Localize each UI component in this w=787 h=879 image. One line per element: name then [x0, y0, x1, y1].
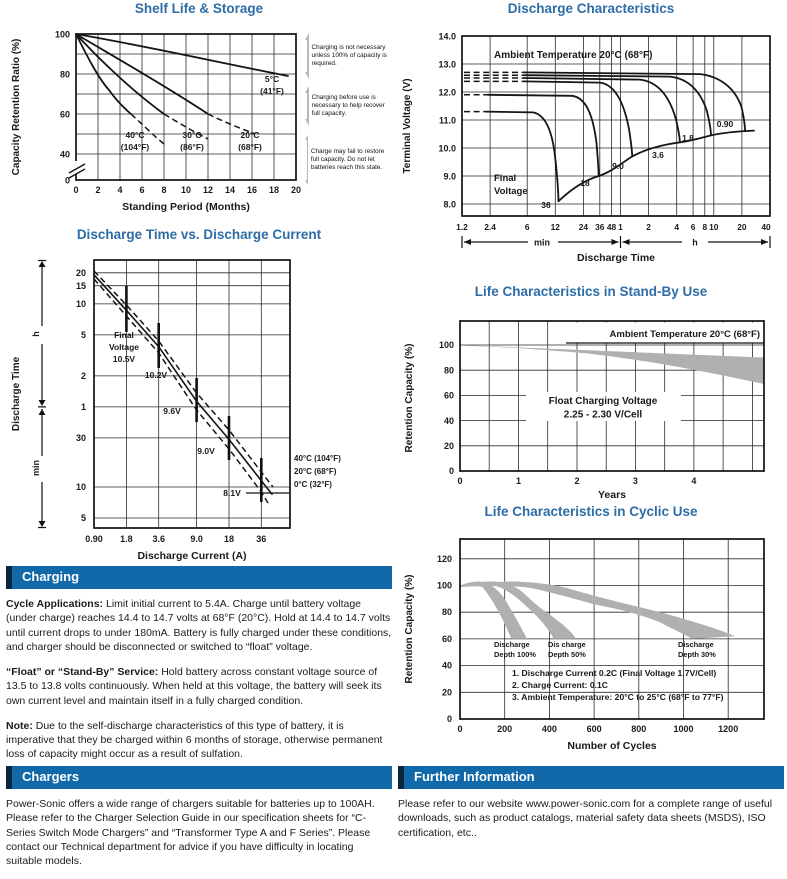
- tick: 600: [586, 724, 602, 734]
- x-axis-label: Number of Cycles: [567, 740, 657, 752]
- curve-label: 20°C: [240, 130, 260, 140]
- tick: 24: [578, 222, 589, 232]
- band-label: Discharge: [678, 640, 714, 649]
- zone-note: [304, 32, 392, 80]
- further-information-body: [398, 797, 784, 840]
- condition-notes: [512, 668, 724, 702]
- tick: 80: [441, 607, 452, 618]
- tick: 60: [59, 109, 70, 120]
- double-arrow-icon: [304, 32, 309, 80]
- tick: 4: [691, 476, 697, 486]
- zone-note-text: Charging is not necessary unless 100% of capacity is required.: [311, 44, 387, 67]
- x-axis-ticks: [457, 724, 738, 734]
- paragraph-lead: Cycle Applications:: [6, 598, 104, 610]
- tick: 48: [606, 222, 617, 232]
- tick: 8.0: [443, 199, 456, 210]
- y-axis-label: Retention Capacity (%): [404, 343, 415, 453]
- ambient-annotation: Ambient Temperature 20°C (68°F): [494, 50, 653, 61]
- tick: 5: [80, 330, 86, 340]
- tick: 20: [737, 222, 747, 232]
- chart-life-stand-by: [398, 283, 784, 506]
- x-axis-label: Discharge Time: [576, 252, 656, 264]
- tick: 20: [443, 441, 454, 451]
- tick: 10: [75, 299, 86, 309]
- mark-label: 10.2V: [144, 370, 168, 380]
- discharge-time-plot: [6, 246, 390, 564]
- chart-shelf-life-storage: [6, 0, 392, 220]
- tick: 400: [541, 724, 557, 734]
- cyclic-use-plot: [398, 523, 782, 758]
- further-information-header: [398, 766, 784, 789]
- y-axis-ticks: [76, 268, 86, 523]
- tick: 14: [224, 185, 236, 195]
- tick: 30: [75, 433, 86, 443]
- tick: 100: [438, 340, 454, 351]
- final-voltage-line2: Voltage: [494, 186, 528, 197]
- tick: 0: [73, 185, 79, 195]
- note: 3. Ambient Temperature: 20°C to 25°C (68°F to 77°F): [512, 692, 724, 702]
- ambient-annotation-box: [566, 323, 764, 344]
- temperature-lines: [94, 271, 273, 503]
- tick: 10: [709, 222, 719, 232]
- tick: 40: [59, 149, 70, 160]
- x-axis-ticks: [73, 185, 301, 195]
- tick: 1: [515, 476, 522, 486]
- tick: 10: [180, 185, 192, 195]
- zone-note: [304, 85, 392, 127]
- tick: 0: [457, 724, 463, 734]
- tick: 2: [80, 371, 86, 381]
- tick: 100: [54, 29, 70, 40]
- curve-label: 5°C: [264, 74, 280, 84]
- curve-label: (68°F): [238, 142, 262, 152]
- section-heading: Chargers: [22, 769, 80, 784]
- paragraph-text: Limit initial current to 5.4A. Charge until battery voltage (under charge) reaches 14.4 to 14.7 volts at 68°F (20°C). Hold at 14.4 to 14.7 volts until current drops to under 180mA. Battery is fully charged under these conditions, and charger should be disconnected or switched to “float” voltage.: [6, 598, 392, 653]
- tick: 80: [59, 69, 70, 80]
- curve-label: 30°C: [182, 130, 202, 140]
- tick: 12.0: [438, 87, 456, 98]
- band-label: Dis charge: [548, 640, 586, 649]
- band-label: Depth 30%: [678, 650, 716, 659]
- tick: 4: [674, 222, 680, 232]
- tick: 40: [761, 222, 771, 232]
- chart-discharge-characteristics: [398, 0, 784, 271]
- y-axis-label: Retention Capacity (%): [404, 574, 415, 684]
- unit-min-label: min: [533, 237, 551, 248]
- double-arrow-icon: [304, 85, 309, 127]
- curve-label: 0.90: [716, 119, 734, 129]
- tick: 16: [246, 185, 258, 195]
- legend-item: 40°C (104°F): [294, 454, 341, 463]
- tick: 1.2: [456, 222, 468, 232]
- mark-label: 10.5V: [112, 354, 136, 364]
- chart-title: Discharge Characteristics: [507, 1, 675, 16]
- x-axis-ticks: [85, 534, 266, 544]
- tick: 60: [441, 633, 452, 644]
- y-axis-ticks: [438, 32, 456, 210]
- charging-section: [6, 566, 392, 773]
- depth-bands: [460, 581, 735, 638]
- tick: 8: [702, 222, 708, 232]
- zone-note-text: Charging before use is necessary to help recover full capacity.: [311, 94, 385, 117]
- tick: 6: [690, 222, 696, 232]
- tick: 15: [75, 281, 86, 291]
- retention-curves: [76, 34, 288, 144]
- tick: 2: [646, 222, 651, 232]
- final-voltage-label: [494, 173, 528, 197]
- zone-note: [304, 132, 392, 188]
- tick: 9.0: [190, 534, 203, 544]
- unit-min-label: min: [31, 459, 41, 477]
- y-axis-label: Terminal Voltage (V): [402, 78, 413, 174]
- tick: 20: [75, 268, 86, 278]
- curve-label: (86°F): [180, 142, 204, 152]
- double-arrow-icon: [304, 132, 308, 188]
- section-heading: Further Information: [414, 769, 535, 784]
- tick: 8: [161, 185, 167, 195]
- tick: 80: [443, 365, 454, 376]
- curve-label: (104°F): [120, 142, 150, 152]
- x-axis-ticks: [456, 222, 771, 232]
- tick: 800: [631, 724, 647, 734]
- tick: 2.4: [484, 222, 496, 232]
- tick: 13.0: [438, 59, 456, 70]
- tick: 0: [457, 476, 463, 486]
- tick: 60: [443, 390, 454, 401]
- stand-by-plot: [398, 303, 782, 501]
- paragraph-lead: “Float” or “Stand-By” Service:: [6, 666, 159, 679]
- tick: 0: [446, 714, 452, 725]
- axis-break-icon: [69, 161, 85, 178]
- x-axis-label: Years: [597, 489, 627, 501]
- tick: 1200: [718, 724, 739, 734]
- tick: 40: [443, 415, 454, 426]
- chargers-section: [6, 766, 392, 879]
- tick: 3: [632, 476, 638, 486]
- tick: 10.0: [438, 143, 456, 154]
- note: 1. Discharge Current 0.2C (Final Voltage 1.7V/Cell): [512, 668, 717, 678]
- mark-label: Voltage: [108, 342, 140, 352]
- tick: 12: [202, 185, 214, 195]
- chargers-section-body: [6, 797, 392, 868]
- chart-life-cyclic: [398, 503, 784, 763]
- tick: 20: [441, 687, 452, 698]
- tick: 36: [595, 222, 605, 232]
- ambient-annotation: Ambient Temperature 20°C (68°F): [609, 329, 760, 340]
- tick: 0: [448, 466, 454, 477]
- chart-title: Life Characteristics in Cyclic Use: [484, 504, 698, 519]
- tick: 36: [256, 534, 267, 544]
- zone-note-text: Charge may fail to restore full capacity. Do not let batteries reach this state.: [310, 148, 385, 171]
- band-label: Depth 50%: [548, 650, 586, 659]
- tick: 4: [117, 185, 123, 195]
- mark-label: 9.6V: [163, 406, 181, 416]
- tick: 6: [139, 185, 145, 195]
- tick: 1: [618, 222, 623, 232]
- paragraph: Please refer to our website www.power-sonic.com for a complete range of useful downloads, such as product catalogs, material safety data sheets (MSDS), ISO certification, etc..: [398, 798, 773, 839]
- float-voltage-line1: Float Charging Voltage: [548, 396, 658, 407]
- chart-title: Life Characteristics in Stand-By Use: [474, 284, 708, 299]
- mark-label: 9.0V: [197, 446, 215, 456]
- x-axis-label: Standing Period (Months): [122, 201, 250, 213]
- chart-discharge-time-vs-current: [6, 226, 392, 569]
- curve-label: 1.8: [682, 133, 694, 143]
- legend: [294, 454, 341, 489]
- x-axis-ticks: [457, 476, 696, 486]
- y-axis-label: Discharge Time: [11, 356, 22, 432]
- tick: 2: [95, 185, 101, 195]
- tick: 100: [436, 580, 452, 591]
- band-labels: [494, 640, 716, 659]
- curve-label: 40°C: [125, 130, 145, 140]
- paragraph-text: Hold battery across constant voltage source of 13.5 to 13.8 volts continuously. When held at this voltage, the battery will seek its own current level and maintain itself in a fully charged condition.: [6, 666, 382, 707]
- tick: 1.8: [120, 534, 133, 544]
- mark-label: Final: [114, 330, 134, 340]
- final-voltage-line1: Final: [494, 173, 517, 184]
- note: 2. Charge Current: 0.1C: [512, 680, 608, 690]
- charging-section-header: [6, 566, 392, 589]
- shelf-life-plot: [6, 20, 304, 220]
- mark-labels: [109, 330, 241, 498]
- curve-labels: [121, 74, 284, 152]
- paragraph: [6, 719, 392, 762]
- tick: 12: [550, 222, 560, 232]
- paragraph: Power-Sonic offers a wide range of chargers suitable for batteries up to 100AH. Please refer to the Charger Selection Guide in our specification sheets for “C-Series Switch Mode Chargers” and “Transformer Type A and F Series”. Please contact our Technical department for advice if you have difficulty in locating suitable models.: [6, 798, 375, 868]
- tick: 0: [64, 175, 70, 186]
- band-label: Depth 100%: [494, 650, 536, 659]
- tick: 120: [436, 553, 452, 564]
- tick: 18: [223, 534, 235, 544]
- mark-label: 8.1V: [223, 488, 241, 498]
- charging-section-body: [6, 597, 392, 762]
- legend-item: 20°C (68°F): [294, 467, 337, 476]
- y-axis-ticks: [55, 30, 70, 186]
- tick: 9.0: [443, 171, 456, 182]
- left-column: [6, 0, 392, 868]
- paragraph-lead: Note:: [6, 719, 33, 732]
- curve-label: 3.6: [652, 150, 664, 160]
- tick: 2: [574, 476, 580, 486]
- y-axis-label: Capacity Retention Ratio (%): [11, 38, 22, 176]
- y-axis-ticks: [437, 554, 452, 724]
- tick: 18: [268, 185, 280, 195]
- chart-title: Shelf Life & Storage: [134, 1, 264, 16]
- float-voltage-label: [526, 392, 681, 421]
- tick: 11.0: [438, 115, 456, 126]
- x-axis-label: Discharge Current (A): [137, 550, 247, 562]
- tick: 1: [80, 402, 86, 412]
- further-information-section: [398, 766, 784, 851]
- legend-item: 0°C (32°F): [294, 480, 332, 489]
- tick: 5: [80, 513, 86, 523]
- curve-label: 18: [580, 178, 590, 188]
- tick: 200: [497, 724, 513, 734]
- unit-h-label: h: [31, 331, 41, 337]
- tick: 6: [524, 222, 530, 232]
- tick: 40: [441, 660, 452, 671]
- tick: 1000: [673, 724, 694, 734]
- tick: 20: [290, 185, 302, 195]
- chargers-section-header: [6, 766, 392, 789]
- paragraph-text: Due to the self-discharge characteristics of this type of battery, it is imperative that they be charged within 6 months of storage, otherwise permanent loss of capacity might occur as a result of sulfation.: [6, 719, 383, 761]
- tick: 3.6: [152, 534, 165, 544]
- unit-h-label: h: [692, 237, 698, 248]
- discharge-characteristics-plot: [398, 20, 782, 266]
- paragraph: [6, 597, 392, 654]
- curve-label: 9.0: [612, 161, 624, 171]
- tick: 10: [75, 482, 86, 492]
- final-voltage-marks: [126, 286, 289, 502]
- curve-label: 36: [541, 200, 551, 210]
- chart-title: Discharge Time vs. Discharge Current: [76, 227, 322, 242]
- float-voltage-line2: 2.25 - 2.30 V/Cell: [563, 409, 643, 421]
- unit-brackets: [462, 236, 770, 248]
- tick: 0.90: [85, 534, 103, 544]
- y-axis-ticks: [439, 340, 454, 476]
- curve-label: (41°F): [260, 86, 284, 96]
- tick: 14.0: [438, 31, 456, 42]
- section-heading: Charging: [22, 569, 80, 584]
- unit-brackets: [31, 261, 50, 528]
- band-label: Discharge: [494, 640, 530, 649]
- retention-band: [460, 345, 764, 384]
- paragraph: [6, 665, 392, 708]
- right-column: [398, 0, 784, 854]
- storage-zone-notes: [304, 32, 392, 188]
